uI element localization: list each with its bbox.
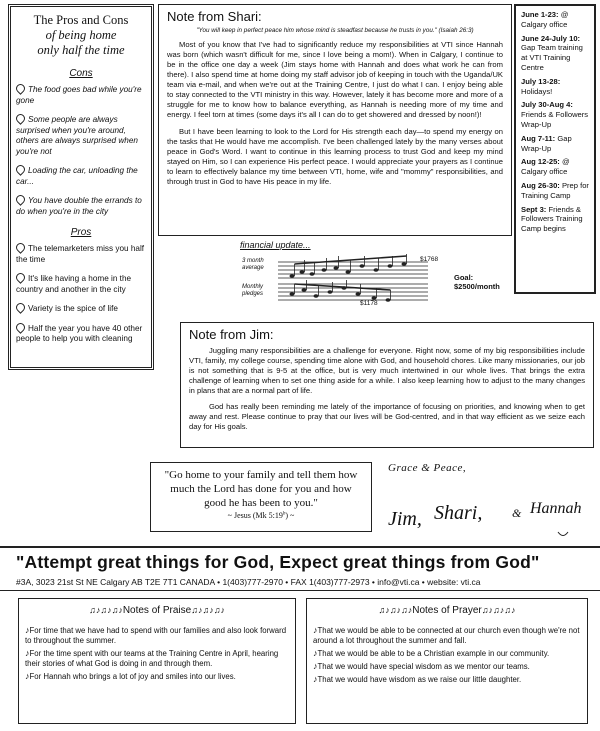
calendar-item: July 13-28: Holidays! [521,76,561,96]
verse: "You will keep in perfect peace him whose mind is steadfast because he trusts in you." (Isaiah 26:3) [196,27,474,34]
list-item: You have double the errands to do when you're in the city [16,195,146,217]
music-notes-icon: ♫♪♫♪♫♪ [378,605,413,615]
calendar-item: Aug 26-30: Prep for Training Camp [521,180,589,200]
jim-note [180,322,594,448]
music-note-icon: ♪ [313,625,318,635]
list-item: The food goes bad while you're gone [16,84,146,106]
paragraph: God has really been reminding me lately of the importance of focusing on priorities, and knowing when to get away and rest. Please continue to pray that our lives will be God-centred, and in that way efficient as we seize each day for His goals. [189,402,585,431]
list-item: Loading the car, unloading the car... [16,165,146,187]
prayer-box [306,598,588,724]
prayer-heading: ♫♪♫♪♫♪Notes of Prayer♫♪♫♪♫♪ [378,605,516,616]
pledges-value: $1178 [360,300,378,307]
list-item: ♪That we would be able to be connected at our church even though we're not around a lot throughout the summer and fall. [313,625,580,645]
pledges-label: Monthly pledges [242,284,264,297]
calendar-item: July 30-Aug 4: Friends & Followers Wrap-Up [521,100,589,129]
music-notes-icon: ♫♪♫♪♫♪ [191,605,225,615]
list-item: ♪For Hannah who brings a lot of joy and smiles into our lives. [25,671,236,681]
quote-box [150,462,372,532]
list-item: Some people are always surprised when you're around, others are always surprised when you're not [16,114,146,157]
praise-box [18,598,296,724]
music-notes-icon: ♫♪♫♪♫♪ [89,605,123,615]
signature: Jim, Shari, & Hannah [388,500,596,550]
paragraph: Juggling many responsibilities are a challenge for everyone. Right now, some of my big responsibilities include VTI, family, my college course, spending time alone with God, and household chores. Like many missionaries, our job is not something that is 9-5 at the office, but is very much intertwined in our whole lives. That brings the extra challenge of learning when to set one thing aside for a while. I also keep learning how to adjust to the many changes in plans that are a normal part of life. [189,346,585,395]
closing: Grace & Peace, [388,462,467,474]
pros-cons-box [8,4,154,370]
quote-text: "Go home to your family and tell them how much the Lord has done for you and how good he has been to you." [164,469,358,509]
list-item: ♪For time that we have had to spend with our families and also look forward to throughout the summer. [25,625,287,645]
calendar-item: Sept 3: Friends & Followers Training Camp begins [521,204,583,234]
cons-heading: Cons [69,68,93,79]
shari-note-heading: Note from Shari: [167,9,262,24]
music-notes-icon: ♫♪♫♪♫♪ [481,605,516,615]
list-item: It's like having a home in the country and another in the city [16,273,146,295]
shari-note [158,4,512,236]
bullet-icon [14,82,27,95]
list-item: ♪That we would be able to be a Christian example in our community. [313,648,550,658]
calendar-item: Aug 7-11: Gap Wrap-Up [521,133,572,153]
financial-title: financial update... [240,240,311,250]
motto: "Attempt great things for God, Expect great things from God" [16,552,540,572]
music-note-icon: ♪ [25,625,30,635]
calendar-item: June 1-23: @ Calgary office [521,10,569,29]
divider [0,546,600,548]
divider [0,590,600,591]
list-item: Variety is the spice of life [16,303,146,315]
paragraph: Most of you know that I've had to significantly reduce my responsibilities at VTI since Hannah was born (which wasn't difficult for me, since I love being a mom!). When in Calgary, I continue to be in the office one day a week (Jim stays home with Hannah and does what work he can from there). I also spend time at home doing my staff advisor job of keeping in touch with the Uganda/UK team via e-mail, and when we're out at the Training Centre, I just do what I can. I enjoy being able to stay connected to the VTI ministry in this way. However, lately it has become more and more of a struggle for me to know how to balance everything, as Hannah is needing more of my time and energy. I feel torn at times (some days it's all I can do to get showered and dressed by noon!)! [167,40,503,119]
goal: Goal: $2500/month [454,273,500,291]
financial-update [236,240,506,310]
calendar-item: Aug 12-25: @ Calgary office [521,157,570,177]
paragraph: But I have been learning to look to the Lord for His strength each day—to spend my energy on the tasks that He would have me accomplish. I've been challenged lately by the many verses about peace in God's Word. I want to continue in this learning process to trust God and keep my mind stayed on Him, so I can experience His perfect peace. I would appreciate your prayers as I continue to learn to effectively balance my time between VTI, home, wife and "mommy" responsibilities, and through trust in God to have His peace in my life. [167,127,503,186]
jim-note-heading: Note from Jim: [189,327,274,342]
music-note-icon: ♪ [313,674,318,684]
bullet-icon [14,271,27,284]
music-note-icon: ♪ [25,648,30,658]
calendar-item: June 24-July 10: Gap Team training at VTI Training Centre [521,33,583,72]
praise-heading: ♫♪♫♪♫♪Notes of Praise♫♪♫♪♫♪ [89,605,225,616]
list-item: ♪That we would have special wisdom as we mentor our teams. [313,661,530,671]
bullet-icon [14,321,27,334]
bullet-icon [14,193,27,206]
list-item: ♪That we would have wisdom as we raise our little daughter. [313,674,522,684]
avg-label: 3 month average [242,258,264,271]
pros-cons-title: The Pros and Cons of being home only half the time [33,13,129,57]
smile-icon [556,530,570,540]
calendar-box [514,4,596,294]
address-line: #3A, 3023 21st St NE Calgary AB T2E 7T1 CANADA • 1(403)777-2970 • FAX 1(403)777-2973 • info@vti.ca • website: vti.ca [16,577,481,587]
music-note-icon: ♪ [25,671,30,681]
music-note-icon: ♪ [313,661,318,671]
bullet-icon [14,241,27,254]
bullet-icon [14,163,27,176]
bullet-icon [14,112,27,125]
list-item: Half the year you have 40 other people to help you with cleaning [16,323,146,345]
pros-heading: Pros [70,227,92,238]
quote-reference: ~ Jesus (Mk 5:19$^b$) ~ [227,511,295,520]
music-note-icon: ♪ [313,648,318,658]
bullet-icon [14,301,27,314]
avg-value: $1768 [420,256,439,263]
list-item: The telemarketers miss you half the time [16,243,146,265]
list-item: ♪For the time spent with our teams at the Training Centre in April, hearing their stories of what God is doing in and through them. [25,648,279,668]
